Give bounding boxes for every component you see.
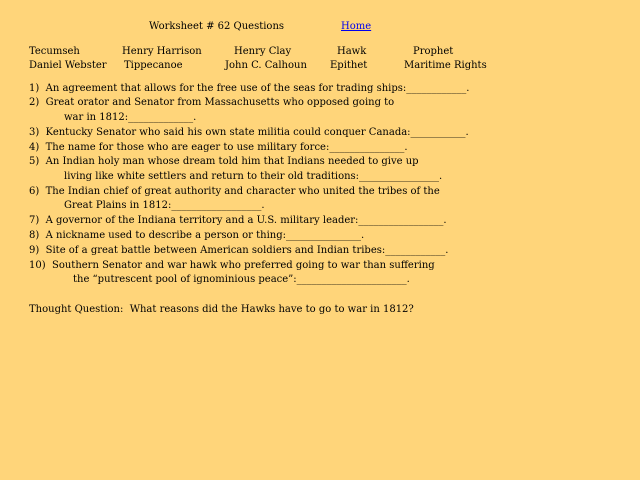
question-line: the “putrescent pool of ignominious peace”:______________________. — [73, 274, 410, 285]
question-line: 4) The name for those who are eager to use military force:_______________. — [29, 142, 408, 153]
question-line: 7) A governor of the Indiana territory and a U.S. military leader:_________________. — [29, 215, 447, 226]
word-bank-item: Henry Harrison — [122, 46, 202, 57]
word-bank-item: Maritime Rights — [404, 60, 487, 71]
thought-question: Thought Question: What reasons did the Hawks have to go to war in 1812? — [29, 304, 414, 315]
question-line: 6) The Indian chief of great authority and character who united the tribes of the — [29, 186, 440, 197]
question-line: 2) Great orator and Senator from Massachusetts who opposed going to — [29, 97, 395, 108]
question-line: 5) An Indian holy man whose dream told him that Indians needed to give up — [29, 156, 419, 167]
question-line: 10) Southern Senator and war hawk who preferred going to war than suffering — [29, 260, 435, 271]
word-bank-item: Epithet — [330, 60, 368, 71]
question-line: 1) An agreement that allows for the free use of the seas for trading ships:____________. — [29, 83, 470, 94]
question-line: Great Plains in 1812:__________________. — [64, 200, 265, 211]
question-line: war in 1812:_____________. — [64, 112, 197, 123]
word-bank-item: Hawk — [337, 46, 367, 57]
word-bank-item: Prophet — [413, 46, 454, 57]
word-bank-item: John C. Calhoun — [225, 60, 307, 71]
question-line: 8) A nickname used to describe a person or thing:_______________. — [29, 230, 365, 241]
word-bank-item: Henry Clay — [234, 46, 292, 57]
page-title: Worksheet # 62 Questions — [149, 21, 285, 32]
word-bank-item: Tippecanoe — [124, 60, 183, 71]
question-line: 9) Site of a great battle between American soldiers and Indian tribes:____________. — [29, 245, 449, 256]
word-bank-item: Daniel Webster — [29, 60, 107, 71]
word-bank-item: Tecumseh — [29, 46, 80, 57]
home-link[interactable]: Home — [341, 21, 372, 32]
question-line: living like white settlers and return to their old traditions:________________. — [64, 171, 443, 182]
question-line: 3) Kentucky Senator who said his own state militia could conquer Canada:___________. — [29, 127, 469, 138]
